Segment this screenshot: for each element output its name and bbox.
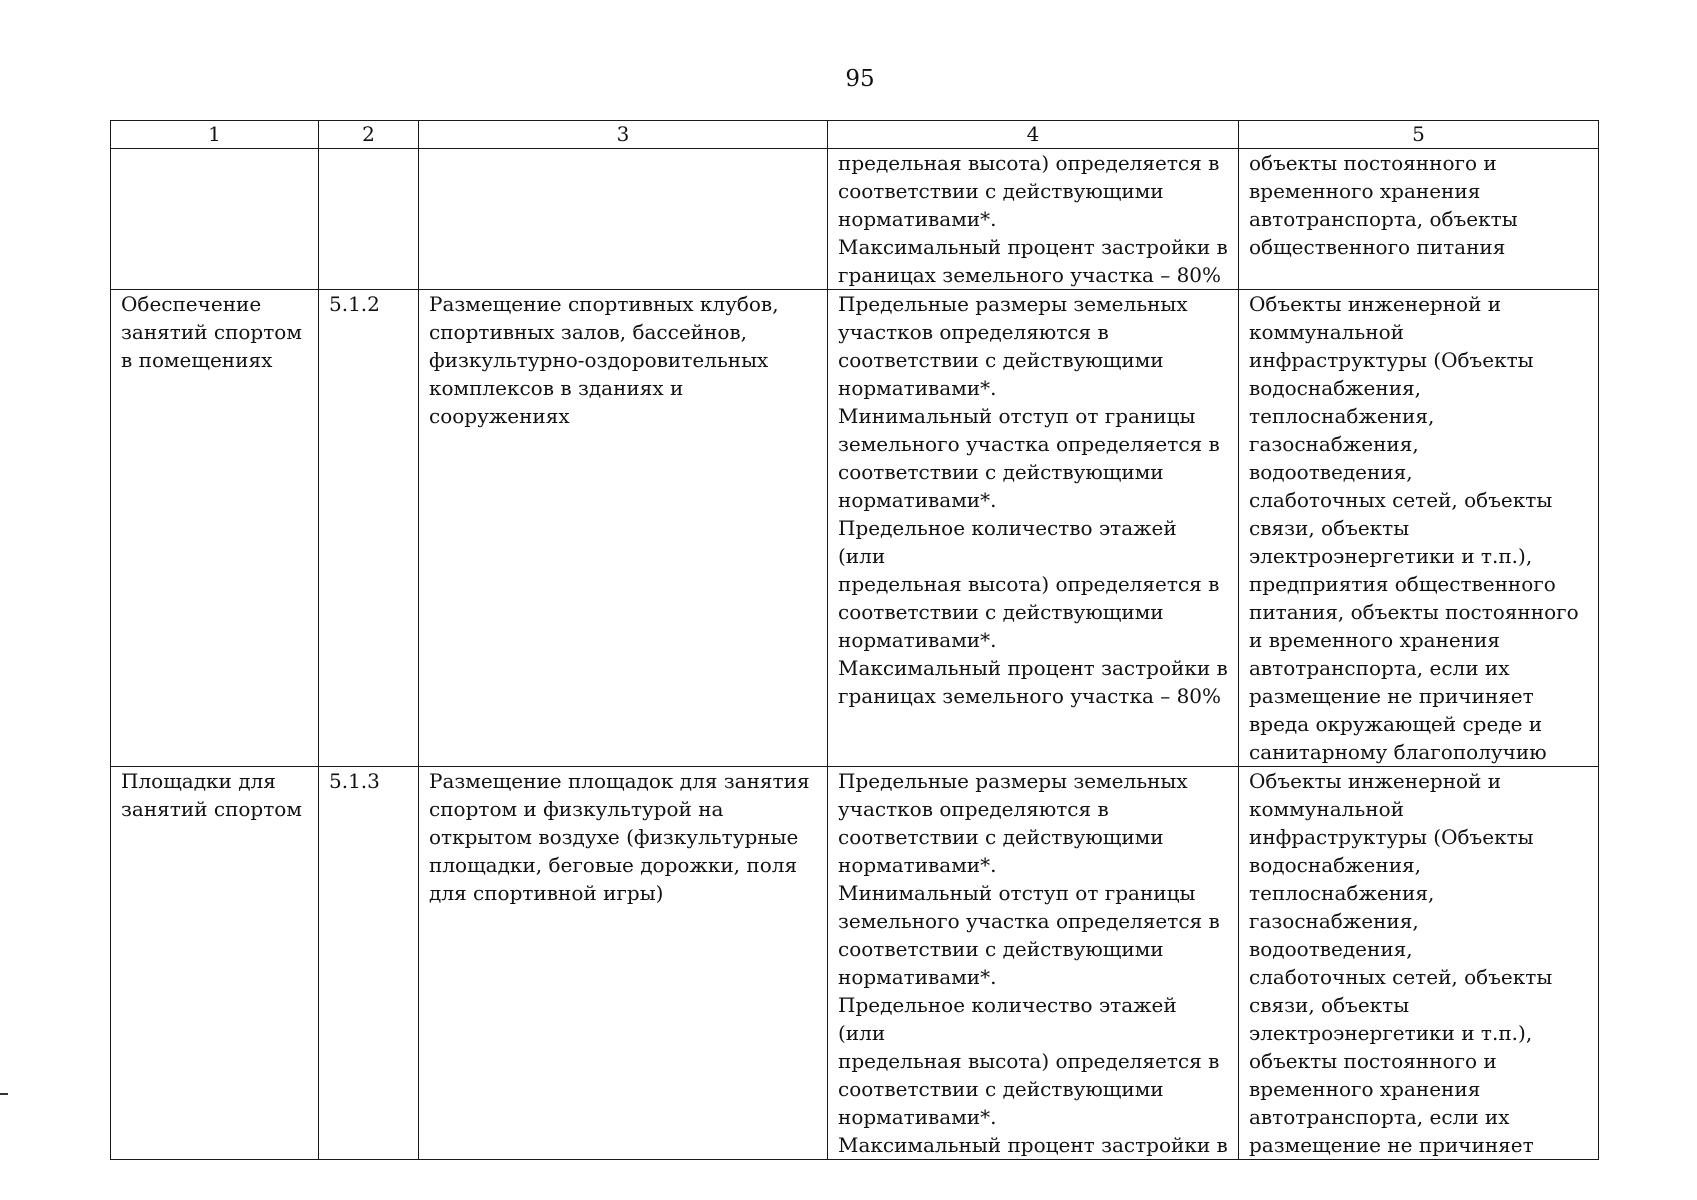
use-description-cell: Размещение спортивных клубов, спортивных залов, бассейнов, физкультурно-оздоровительных комплексов в зданиях и сооружениях [419,290,828,767]
auxiliary-uses-cell: Объекты инженерной и коммунальной инфраструктуры (Объекты водоснабжения, теплоснабжения, газоснабжения, водоотведения, слаботочных сетей, объекты связи, объекты электроэнергетики и т.п.), объекты постоянного и временного хранения автотранспорта, если их размещение не причиняет [1239,767,1599,1160]
land-use-table [110,120,1599,1160]
use-code-cell: 5.1.2 [319,290,419,767]
column-number-1: 1 [111,121,319,149]
column-number-2: 2 [319,121,419,149]
table-row [111,767,1599,1160]
auxiliary-uses-cell: Объекты инженерной и коммунальной инфраструктуры (Объекты водоснабжения, теплоснабжения, газоснабжения, водоотведения, слаботочных сетей, объекты связи, объекты электроэнергетики и т.п.), предприятия общественного питания, объекты постоянного и временного хранения автотранспорта, если их размещение не причиняет вреда окружающей среде и санитарному благополучию [1239,290,1599,767]
parameters-cell: Предельные размеры земельных участков определяются в соответствии с действующими нормативами*. Минимальный отступ от границы земельного участка определяется в соответствии с действующими нормативами*. Предельное количество этажей (или предельная высота) определяется в соответствии с действующими нормативами*. Максимальный процент застройки в границах земельного участка – 80% [828,290,1239,767]
table-row [111,290,1599,767]
use-code-cell: 5.1.3 [319,767,419,1160]
auxiliary-uses-cell: объекты постоянного и временного хранения автотранспорта, объекты общественного питания [1239,149,1599,290]
use-name-cell [111,149,319,290]
use-code-cell [319,149,419,290]
margin-mark [0,1093,8,1095]
table-row [111,149,1599,290]
column-number-4: 4 [828,121,1239,149]
parameters-cell: предельная высота) определяется в соответствии с действующими нормативами*. Максимальный процент застройки в границах земельного участка – 80% [828,149,1239,290]
page-number: 95 [845,66,875,92]
column-number-header-row [111,121,1599,149]
use-name-cell: Обеспечение занятий спортом в помещениях [111,290,319,767]
column-number-5: 5 [1239,121,1599,149]
column-number-3: 3 [419,121,828,149]
parameters-cell: Предельные размеры земельных участков определяются в соответствии с действующими нормативами*. Минимальный отступ от границы земельного участка определяется в соответствии с действующими нормативами*. Предельное количество этажей (или предельная высота) определяется в соответствии с действующими нормативами*. Максимальный процент застройки в [828,767,1239,1160]
use-description-cell [419,149,828,290]
use-name-cell: Площадки для занятий спортом [111,767,319,1160]
use-description-cell: Размещение площадок для занятия спортом и физкультурой на открытом воздухе (физкультурные площадки, беговые дорожки, поля для спортивной игры) [419,767,828,1160]
